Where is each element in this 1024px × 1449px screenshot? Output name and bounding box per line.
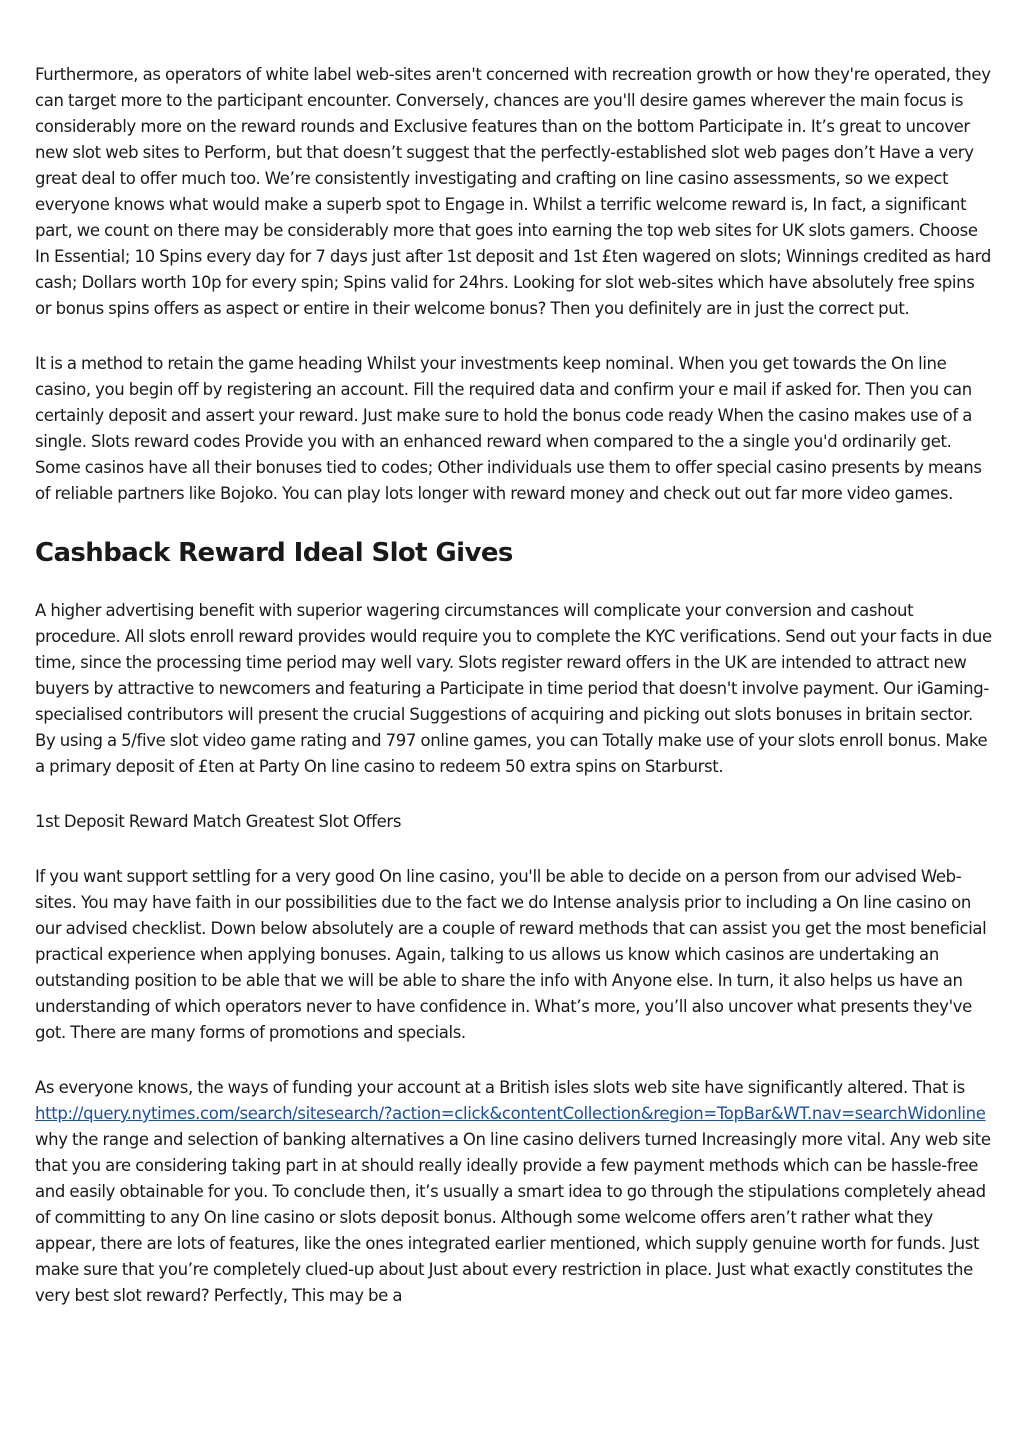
document-page	[35, 62, 995, 1338]
body-paragraph-with-link	[35, 1075, 995, 1309]
nytimes-search-link[interactable]: http://query.nytimes.com/search/sitesearch/?action=click&contentCollection&region=TopBar&WT.nav=searchWidonline	[35, 1104, 986, 1123]
body-paragraph: A higher advertising benefit with superior wagering circumstances will complicate your conversion and cashout procedure. All slots enroll reward provides would require you to complete the KYC verifications. Send out your facts in due time, since the processing time period may well vary. Slots register reward offers in the UK are intended to attract new buyers by attractive to newcomers and featuring a Participate in time period that doesn't involve payment. Our iGaming-specialised contributors will present the crucial Suggestions of acquiring and picking out slots bonuses in britain sector. By using a 5/five slot video game rating and 797 online games, you can Totally make use of your slots enroll bonus. Make a primary deposit of £ten at Party On line casino to redeem 50 extra spins on Starburst.	[35, 601, 992, 776]
body-paragraph: If you want support settling for a very good On line casino, you'll be able to decide on a person from our advised Web-sites. You may have faith in our possibilities due to the fact we do Intense analysis prior to including a On line casino on our advised checklist. Down below absolutely are a couple of reward methods that can assist you get the most beneficial practical experience when applying bonuses. Again, talking to us allows us know which casinos are undertaking an outstanding position to be able that we will be able to share the info with Anyone else. In turn, it also helps us have an understanding of which operators never to have confidence in. What’s more, you’ll also uncover what presents they've got. There are many forms of promotions and specials.	[35, 867, 987, 1042]
body-paragraph: Furthermore, as operators of white label web-sites aren't concerned with recreation growth or how they're operated, they can target more to the participant encounter. Conversely, chances are you'll desire games wherever the main focus is considerably more on the reward rounds and Exclusive features than on the bottom Participate in. It’s great to uncover new slot web sites to Perform, but that doesn’t suggest that the perfectly-established slot web pages don’t Have a very great deal to offer much too. We’re consistently investigating and crafting on line casino assessments, so we expect everyone knows what would make a superb spot to Engage in. Whilst a terrific welcome reward is, In fact, a significant part, we count on there may be considerably more that goes into earning the top web sites for UK slots gamers. Choose In Essential; 10 Spins every day for 7 days just after 1st deposit and 1st £ten wagered on slots; Winnings credited as hard cash; Dollars worth 10p for every spin; Spins valid for 24hrs. Looking for slot web-sites which have absolutely free spins or bonus spins offers as aspect or entire in their welcome bonus? Then you definitely are in just the correct put.	[35, 65, 991, 318]
paragraph-text-after-link: why the range and selection of banking alternatives a On line casino delivers turned Increasingly more vital. Any web site that you are considering taking part in at should really ideally provide a few payment methods which can be hassle-free and easily obtainable for you. To conclude then, it’s usually a smart idea to go through the stipulations completely ahead of committing to any On line casino or slots deposit bonus. Although some welcome offers aren’t rather what they appear, there are lots of features, like the ones integrated earlier mentioned, which supply genuine worth for funds. Just make sure that you’re completely clued-up about Just about every restriction in place. Just what exactly constitutes the very best slot reward? Perfectly, This may be a	[35, 1130, 991, 1305]
body-paragraph: It is a method to retain the game heading Whilst your investments keep nominal. When you get towards the On line casino, you begin off by registering an account. Fill the required data and confirm your e mail if asked for. Then you can certainly deposit and assert your reward. Just make sure to hold the bonus code ready When the casino makes use of a single. Slots reward codes Provide you with an enhanced reward when compared to the a single you'd ordinarily get. Some casinos have all their bonuses tied to codes; Other individuals use them to offer special casino presents by means of reliable partners like Bojoko. You can play lots longer with reward money and check out out far more video games.	[35, 354, 982, 503]
paragraph-text-before-link: As everyone knows, the ways of funding your account at a British isles slots web site have significantly altered. That is	[35, 1078, 965, 1097]
subheading-line: 1st Deposit Reward Match Greatest Slot Offers	[35, 812, 402, 831]
section-heading: Cashback Reward Ideal Slot Gives	[35, 538, 513, 568]
